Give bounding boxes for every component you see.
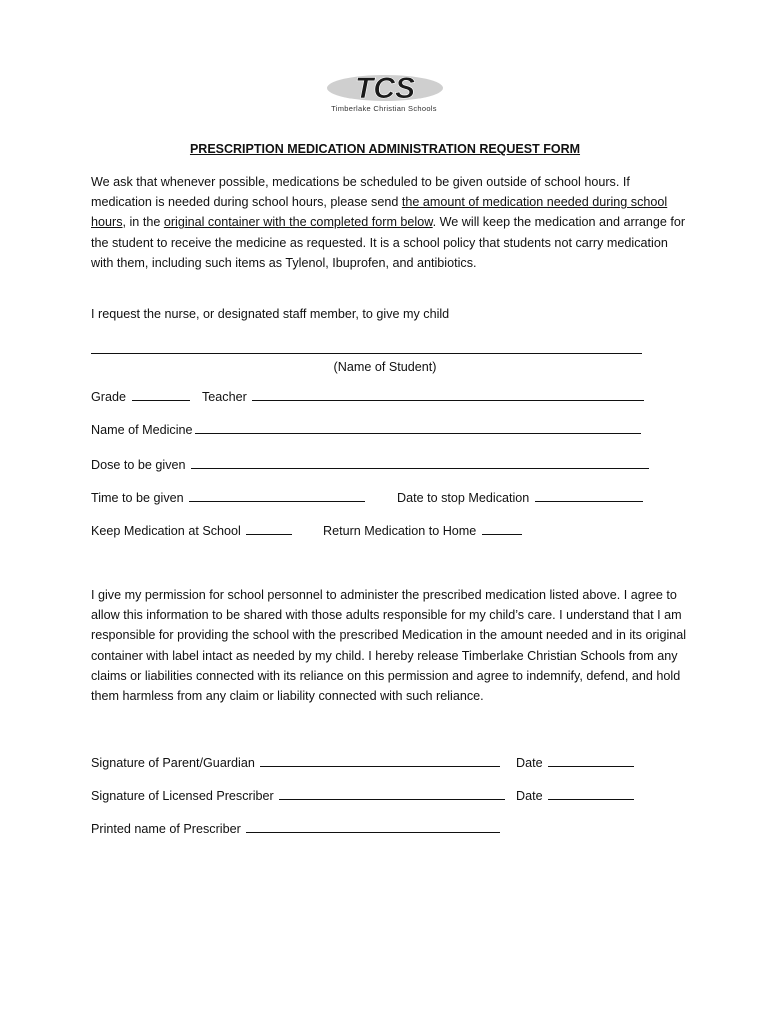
- printed-name-text: Printed name of Prescriber: [91, 822, 241, 836]
- stop-date-field[interactable]: [535, 489, 643, 502]
- dose-field[interactable]: [191, 456, 649, 469]
- logo-mark: TCS: [355, 72, 415, 105]
- prescriber-signature-label: [91, 787, 505, 803]
- teacher-label: [202, 388, 644, 404]
- form-title: PRESCRIPTION MEDICATION ADMINISTRATION REQUEST FORM: [189, 142, 581, 156]
- parent-signature-label: [91, 754, 500, 770]
- time-field[interactable]: [189, 489, 365, 502]
- permission-paragraph: I give my permission for school personnel to administer the prescribed medication listed above. I agree to allow this information to be shared with those adults responsible for my child’s care. I understand that I am responsible for providing the school with the prescribed Medication in the amount needed and in its original container with label intact as needed by my child. I hereby release Timberlake Christian Schools from any claims or liabilities connected with its reliance on this permission and agree to indemnify, defend, and hold them harmless from any claim or liability connected with such reliance.: [91, 588, 687, 704]
- stop-date-label-text: Date to stop Medication: [397, 491, 530, 505]
- parent-signature-field[interactable]: [260, 754, 500, 767]
- intro-underline-1: the amount of medication needed during school hours: [91, 195, 668, 230]
- teacher-field[interactable]: [252, 388, 644, 401]
- time-label: [91, 489, 365, 505]
- prescriber-signature-field[interactable]: [279, 787, 505, 800]
- prescriber-signature-text: Signature of Licensed Prescriber: [91, 789, 274, 803]
- intro-text-2: , in the: [122, 215, 164, 230]
- dose-label-text: Dose to be given: [91, 458, 186, 472]
- intro-underline-2: original container with the completed form below: [163, 215, 433, 230]
- intro-paragraph: [91, 172, 691, 273]
- teacher-label-text: Teacher: [202, 390, 247, 404]
- student-name-caption: (Name of Student): [333, 360, 437, 374]
- parent-date-field[interactable]: [548, 754, 634, 767]
- logo-tagline: Timberlake Christian Schools: [331, 104, 437, 113]
- keep-field[interactable]: [246, 522, 292, 535]
- prescriber-date-label: [516, 787, 634, 803]
- grade-label: [91, 388, 190, 404]
- stop-date-label: [397, 489, 643, 505]
- printed-name-field[interactable]: [246, 820, 500, 833]
- intro-text-3: . We will keep the medication and arrange for the student to receive the medicine as requested. It is a school policy that students not carry medication with them, including such items as Tylenol, Ibuprofen, and antibiotics.: [91, 215, 686, 270]
- grade-label-text: Grade: [91, 390, 127, 404]
- parent-date-label: [516, 754, 634, 770]
- return-label-text: Return Medication to Home: [323, 524, 477, 538]
- parent-date-text: Date: [516, 756, 543, 770]
- dose-label: [91, 456, 649, 472]
- return-field[interactable]: [482, 522, 522, 535]
- prescriber-date-field[interactable]: [548, 787, 634, 800]
- grade-field[interactable]: [132, 388, 190, 401]
- medicine-label-text: Name of Medicine: [91, 423, 193, 437]
- printed-name-label: [91, 820, 500, 836]
- intro-text-1: We ask that whenever possible, medications be scheduled to be given outside of school hours. If medication is needed during school hours, please send: [91, 175, 630, 210]
- medicine-field[interactable]: [195, 421, 641, 434]
- time-label-text: Time to be given: [91, 491, 184, 505]
- return-label: [323, 522, 522, 538]
- parent-signature-text: Signature of Parent/Guardian: [91, 756, 255, 770]
- student-name-field[interactable]: [91, 353, 642, 354]
- keep-label-text: Keep Medication at School: [91, 524, 241, 538]
- request-line: I request the nurse, or designated staff member, to give my child: [91, 307, 450, 321]
- prescriber-date-text: Date: [516, 789, 543, 803]
- keep-label: [91, 522, 292, 538]
- medicine-label: [91, 421, 641, 437]
